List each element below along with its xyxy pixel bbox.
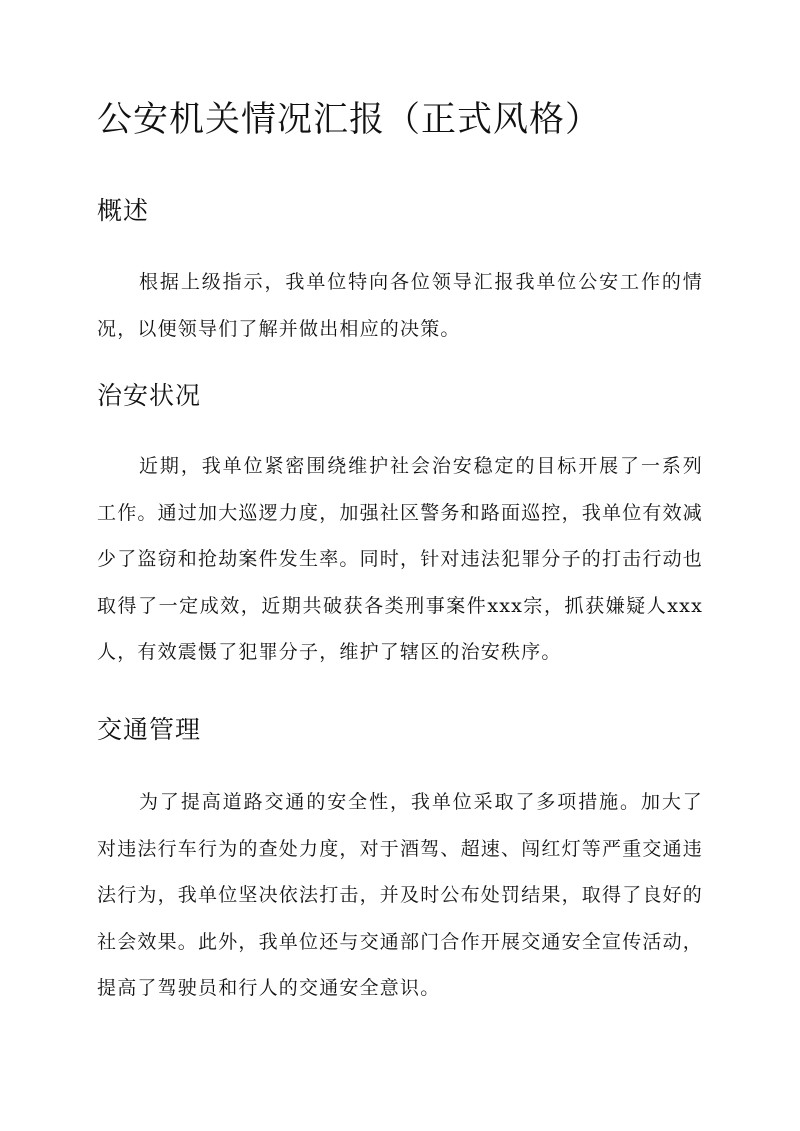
section-heading-public-order: 治安状况 (97, 381, 202, 410)
section-heading-traffic: 交通管理 (97, 715, 202, 744)
document-title: 公安机关情况汇报（正式风格） (97, 100, 602, 140)
section-paragraph-overview: 根据上级指示，我单位特向各位领导汇报我单位公安工作的情况，以便领导们了解并做出相应的决策。 (97, 271, 703, 340)
section-paragraph-public-order: 近期，我单位紧密围绕维护社会治安稳定的目标开展了一系列工作。通过加大巡逻力度，加强社区警务和路面巡控，我单位有效减少了盗窃和抢劫案件发生率。同时，针对违法犯罪分子的打击行动也取得了一定成效，近期共破获各类刑事案件xxx宗，抓获嫌疑人xxx人，有效震慑了犯罪分子，维护了辖区的治安秩序。 (97, 455, 704, 663)
section-paragraph-traffic: 为了提高道路交通的安全性，我单位采取了多项措施。加大了对违法行车行为的查处力度，对于酒驾、超速、闯红灯等严重交通违法行为，我单位坚决依法打击，并及时公布处罚结果，取得了良好的社会效果。此外，我单位还与交通部门合作开展交通安全宣传活动，提高了驾驶员和行人的交通安全意识。 (97, 791, 704, 999)
section-heading-overview: 概述 (97, 196, 150, 225)
